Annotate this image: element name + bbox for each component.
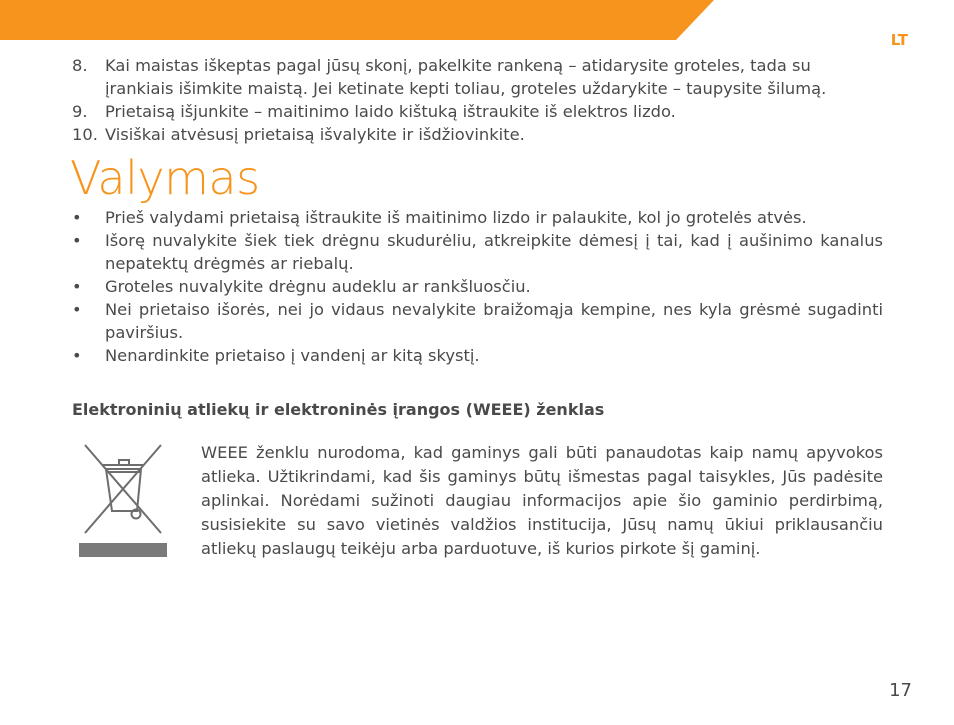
list-item <box>72 123 883 146</box>
step-number: 10. <box>72 125 98 144</box>
step-text: Kai maistas iškeptas pagal jūsų skonį, pakelkite rankeną – atidarysite groteles, tada su įrankiais išimkite maistą. Jei ketinate kepti toliau, groteles uždarykite – taupysite šilumą. <box>105 56 827 98</box>
header-accent-bar <box>0 0 954 40</box>
list-item <box>72 275 883 298</box>
bullet-text: Groteles nuvalykite drėgnu audeklu ar rankšluosčiu. <box>105 277 531 296</box>
bullet-glyph: • <box>72 231 82 250</box>
page-content <box>72 54 883 561</box>
steps-list <box>72 54 883 146</box>
bullet-text: Nenardinkite prietaiso į vandenį ar kitą skystį. <box>105 346 480 365</box>
step-number: 8. <box>72 56 88 75</box>
crossed-out-wheelie-bin-icon <box>79 441 167 559</box>
bullet-glyph: • <box>72 300 82 319</box>
step-text: Visiškai atvėsusį prietaisą išvalykite ir išdžiovinkite. <box>105 125 525 144</box>
bullet-text: Nei prietaiso išorės, nei jo vidaus nevalykite braižomąja kempine, nes kyla grėsmė sugadinti paviršius. <box>105 300 883 342</box>
list-item <box>72 344 883 367</box>
list-item <box>72 206 883 229</box>
list-item <box>72 54 883 100</box>
bullet-glyph: • <box>72 346 82 365</box>
section-title: Valymas <box>70 151 260 205</box>
bullet-glyph: • <box>72 208 82 227</box>
bullet-glyph: • <box>72 277 82 296</box>
list-item <box>72 298 883 344</box>
step-number: 9. <box>72 102 88 121</box>
bullet-text: Išorę nuvalykite šiek tiek drėgnu skudurėliu, atkreipkite dėmesį į tai, kad į aušinimo kanalus nepatektų drėgmės ar riebalų. <box>105 231 883 273</box>
language-code: LT <box>890 31 908 49</box>
page-number: 17 <box>889 680 912 701</box>
list-item <box>72 229 883 275</box>
cleaning-bullet-list <box>72 206 883 367</box>
weee-description: WEEE ženklu nurodoma, kad gaminys gali būti panaudotas kaip namų apyvokos atlieka. Užtikrindami, kad šis gaminys būtų išmestas pagal taisykles, Jūs padėsite aplinkai. Norėdami sužinoti daugiau informacijos apie šio gaminio perdirbimą, susisiekite su savo vietinės valdžios institucija, Jūsų namų ūkiui priklausančiu atliekų paslaugų teikėju arba parduotuve, iš kurios pirkote šį gaminį. <box>201 443 883 558</box>
bullet-text: Prieš valydami prietaisą ištraukite iš maitinimo lizdo ir palaukite, kol jo grotelės atvės. <box>105 208 807 227</box>
weee-block <box>72 441 883 561</box>
weee-heading: Elektroninių atliekų ir elektroninės įrangos (WEEE) ženklas <box>72 400 605 419</box>
list-item <box>72 100 883 123</box>
step-text: Prietaisą išjunkite – maitinimo laido kištuką ištraukite iš elektros lizdo. <box>105 102 676 121</box>
